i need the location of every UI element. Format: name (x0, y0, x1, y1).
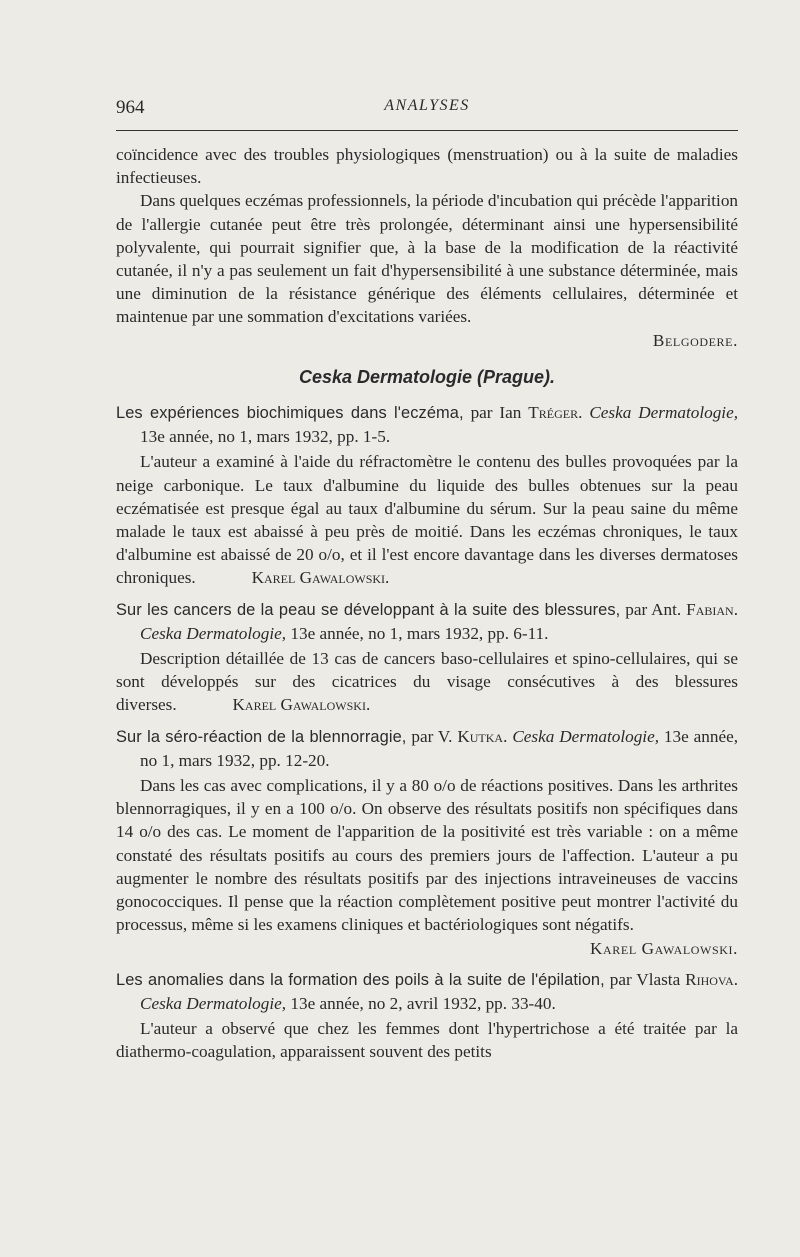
article (116, 968, 738, 1064)
article-author: Fabian. (686, 599, 739, 619)
article-journal: Ceska Dermatologie, (140, 993, 287, 1013)
article-details: 13e année, no 1, mars 1932, pp. 6-11. (290, 623, 549, 643)
article-author: Kutka. (457, 726, 508, 746)
article (116, 401, 738, 590)
article-signature: Karel Gawalowski. (251, 568, 390, 588)
article-par: par Vlasta (609, 969, 681, 989)
article-heading (116, 598, 738, 645)
page-number: 964 (116, 97, 145, 118)
article-title: Sur les cancers de la peau se développant à la suite des blessures, (116, 600, 621, 619)
article-author: Rihova. (685, 969, 739, 989)
article-details: 13e année, no 1, mars 1932, pp. 1-5. (140, 427, 391, 447)
article-journal: Ceska Dermatologie, (512, 726, 659, 746)
article-par: par V. (411, 726, 453, 746)
intro-paragraph-2: Dans quelques eczémas professionnels, la période d'incubation qui précède l'apparition de l'allergie cutanée peut être très prolongée, déterminant ainsi une hypersensibilité polyvalente, qui pourrait signifier que, à la base de la modification de la réactivité cutanée, il n'y a pas seulement un fait d'hypersensibilité à une substance déterminée, mais une diminution de la résistance générique des éléments cellulaires, déterminée et maintenue par une sommation d'excitations variées. (116, 191, 739, 327)
section-title: Ceska Dermatologie (Prague). (298, 366, 556, 387)
article-par: par Ian (470, 403, 522, 423)
running-title: ANALYSES (384, 97, 470, 114)
article-title: Les anomalies dans la formation des poils à la suite de l'épilation, (116, 970, 605, 989)
intro-paragraph-1: coïncidence avec des troubles physiologiques (menstruation) ou à la suite de maladies infectieuses. (116, 145, 738, 188)
article-body: L'auteur a observé que chez les femmes dont l'hypertrichose a été traitée par la diathermo-coagulation, apparaissent souvent des petits (116, 1019, 738, 1062)
article-title: Les expériences biochimiques dans l'eczéma, (116, 404, 464, 423)
article-details: 13e année, no 1, mars 1932, pp. 12-20. (140, 726, 739, 770)
article-par: par Ant. (625, 599, 682, 619)
intro-signature: Belgodere. (652, 330, 738, 350)
article-heading (116, 968, 738, 1015)
page-header (116, 97, 738, 123)
article-journal: Ceska Dermatologie, (140, 623, 287, 643)
article (116, 725, 738, 960)
header-rule (116, 130, 738, 131)
article-details: 13e année, no 2, avril 1932, pp. 33-40. (290, 993, 556, 1013)
article-body: Description détaillée de 13 cas de cancers baso-cellulaires et spino-cellulaires, qui se sont développés sur des cicatrices du visage consécutives à des blessures diverses. Karel Gawalowski. (116, 649, 738, 715)
article-journal: Ceska Dermatologie, (589, 403, 739, 423)
article-heading (116, 725, 738, 772)
page-body (116, 143, 738, 1064)
article-title: Sur la séro-réaction de la blennorragie, (116, 727, 407, 746)
article-author: Tréger. (528, 403, 583, 423)
article-body: Dans les cas avec complications, il y a 80 o/o de réactions positives. Dans les arthrites blennorragiques, il y en a 100 o/o. On observe des résultats positifs non spécifiques dans 14 o/o des cas. Le moment de l'apparition de la positivité est très variable : on a même constaté des résultats positifs au cours des premiers jours de l'affection. L'auteur a pu augmenter le nombre des résultats positifs par des injections intraveineuses de vaccins gonococciques. Il pense que la réaction complètement positive peut montrer l'activité du processus, même si les examens cliniques et bactériologiques sont négatifs. (116, 776, 738, 935)
article-body: L'auteur a examiné à l'aide du réfractomètre le contenu des bulles provoquées par la neige carbonique. Le taux d'albumine du liquide des bulles obtenues sur la peau eczématisée est presque égal au taux d'albumine du sérum. Sur la peau saine du même malade le taux est abaissé à peu près de moitié. Dans les eczémas chroniques, le taux d'albumine est abaissé de 20 o/o, et il l'est encore davantage dans les diverses dermatoses chroniques. Karel Gawalowski. (116, 452, 738, 588)
article (116, 598, 738, 717)
article-signature: Karel Gawalowski. (590, 938, 738, 958)
article-signature: Karel Gawalowski. (232, 695, 371, 715)
article-heading (116, 401, 738, 448)
